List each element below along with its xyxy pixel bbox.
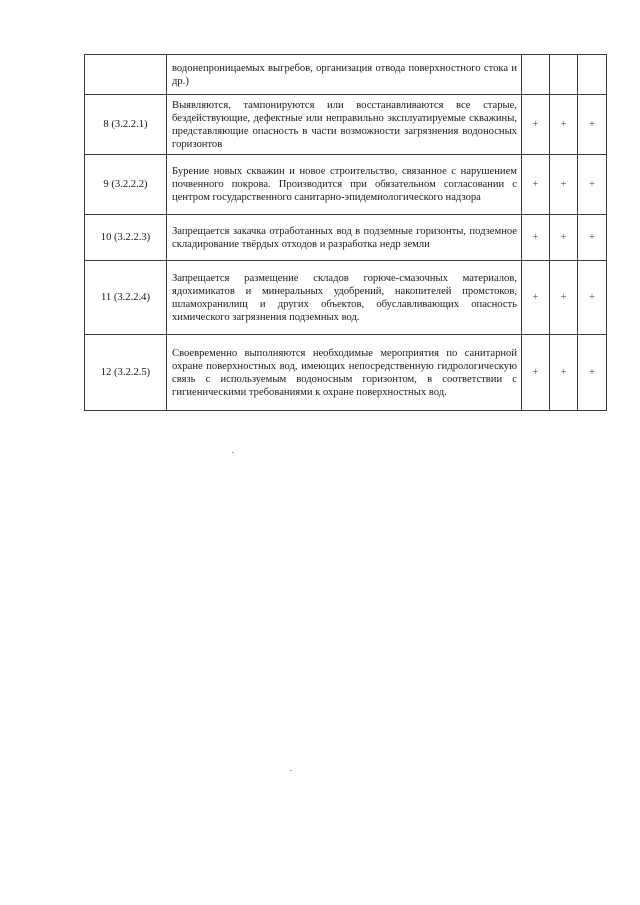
mark-cell — [578, 55, 607, 95]
mark-cell: + — [550, 95, 578, 155]
table-row — [85, 261, 607, 335]
mark-cell: + — [578, 261, 607, 335]
table-row — [85, 335, 607, 411]
row-number: 10 (3.2.2.3) — [85, 215, 167, 261]
mark-cell: + — [578, 155, 607, 215]
mark-cell: + — [578, 335, 607, 411]
row-text: водонепроницаемых выгребов, организация отвода поверхностного стока и др.) — [167, 55, 522, 95]
row-text: Запрещается размещение складов горюче-смазочных материалов, ядохимикатов и минеральных удобрений, накопителей промстоков, шламохранилищ и других объектов, обуславливающих опасность химического загрязнения подземных вод. — [167, 261, 522, 335]
row-text: Бурение новых скважин и новое строительство, связанное с нарушением почвенного покрова. Производится при обязательном согласовании с центром государственного санитарно-эпидемиологического надзора — [167, 155, 522, 215]
row-number: 9 (3.2.2.2) — [85, 155, 167, 215]
mark-cell: + — [522, 155, 550, 215]
mark-cell: + — [578, 215, 607, 261]
row-number: 11 (3.2.2.4) — [85, 261, 167, 335]
mark-cell — [550, 55, 578, 95]
table-row — [85, 155, 607, 215]
mark-cell: + — [550, 215, 578, 261]
row-text: Своевременно выполняются необходимые мероприятия по санитарной охране поверхностных вод, имеющих непосредственную гидрологическую связь с используемым водоносным горизонтом, в соответствии с гигиеническими требованиями к охране поверхностных вод. — [167, 335, 522, 411]
row-number: 8 (3.2.2.1) — [85, 95, 167, 155]
mark-cell: + — [578, 95, 607, 155]
measures-table — [84, 54, 607, 411]
mark-cell: + — [522, 261, 550, 335]
mark-cell — [522, 55, 550, 95]
table-row — [85, 95, 607, 155]
row-text: Запрещается закачка отработанных вод в подземные горизонты, подземное складирование твёрдых отходов и разработка недр земли — [167, 215, 522, 261]
mark-cell: + — [522, 215, 550, 261]
table-row — [85, 55, 607, 95]
mark-cell: + — [550, 261, 578, 335]
row-number: 12 (3.2.2.5) — [85, 335, 167, 411]
row-number — [85, 55, 167, 95]
mark-cell: + — [550, 335, 578, 411]
mark-cell: + — [550, 155, 578, 215]
mark-cell: + — [522, 95, 550, 155]
scan-speck — [232, 452, 234, 453]
mark-cell: + — [522, 335, 550, 411]
table-row — [85, 215, 607, 261]
scan-speck — [290, 770, 292, 771]
row-text: Выявляются, тампонируются или восстанавливаются все старые, бездействующие, дефектные или неправильно эксплуатируемые скважины, представляющие опасность в части возможности загрязнения водоносных горизонтов — [167, 95, 522, 155]
